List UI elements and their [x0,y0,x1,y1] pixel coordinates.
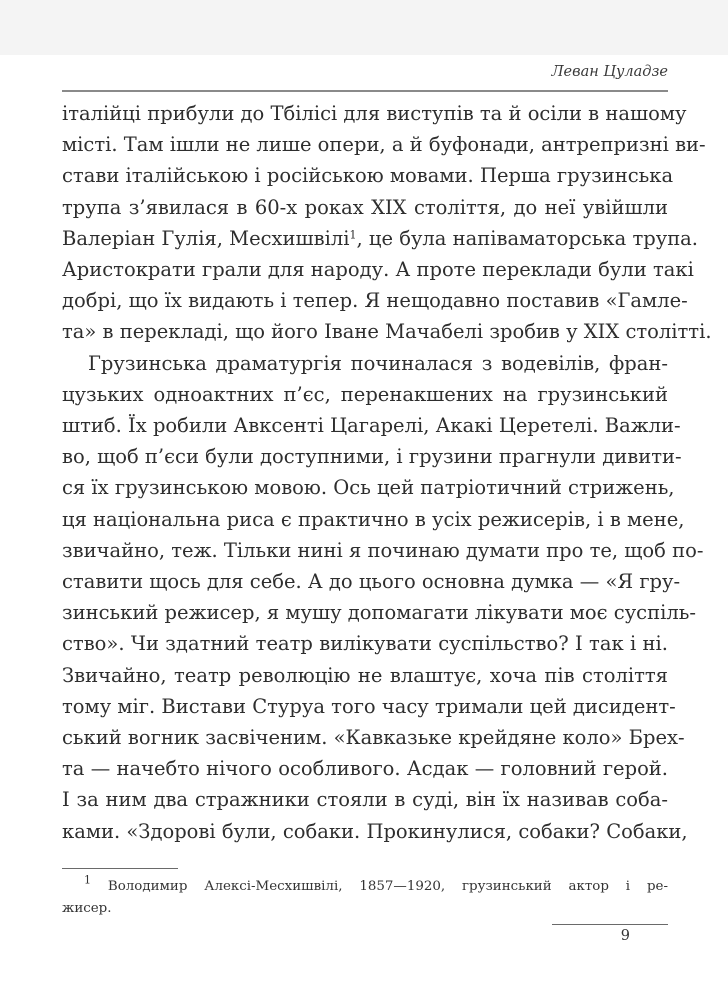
text-line: та» в перекладі, що його Іване Мачабелі зробив у XIX столітті. [62,320,712,344]
text-line: та — начебто нічого особливого. Асдак — головний герой. [62,757,668,781]
text-line: італійці прибули до Тбілісі для виступів та й осіли в нашому [62,102,687,125]
text-segment: , це була напіваматорська трупа. [356,226,699,250]
text-line: цузьких одноактних п’єс, перенакшених на грузинський [62,382,668,406]
footnote-line: жисер. [62,901,112,916]
text-line: ся їх грузинською мовою. Ось цей патріотичний стрижень, [62,476,675,500]
footnote [62,873,668,920]
footnote-line [62,873,668,898]
text-line: тому міг. Вистави Стуруа того часу тримали цей дисидент- [62,694,676,718]
text-line: ський вогник засвіченим. «Кавказьке крейдяне коло» Брех- [62,726,685,750]
text-line: во, щоб п’єси були доступними, і грузини прагнули дивити- [62,445,682,469]
text-line: Аристократи грали для народу. А проте переклади були такі [62,258,694,282]
footnote-number: 1 [84,873,91,887]
text-line: трупа з’явилася в 60-х роках XIX століття, до неї увійшли [62,195,668,219]
page-number: 9 [620,928,630,944]
text-line: ками. «Здорові були, собаки. Прокинулися, собаки? Собаки, [62,819,688,843]
text-line: ця національна риса є практично в усіх режисерів, і в мене, [62,507,685,531]
text-line: штиб. Їх робили Авксенті Цагарелі, Акакі Церетелі. Важли- [62,414,681,438]
main-text [62,98,712,847]
running-header: Леван Цуладзе [551,64,668,80]
text-segment: Валеріан Гулія, Месхишвілі [62,226,350,250]
top-band [0,0,728,55]
text-line: стави італійською і російською мовами. Перша грузинська [62,164,674,188]
text-line: І за ним два стражники стояли в суді, він їх називав соба- [62,788,668,812]
text-line: звичайно, теж. Тільки нині я починаю думати про те, щоб по- [62,538,704,562]
text-line: ставити щось для себе. А до цього основна думка — «Я гру- [62,570,681,594]
footer-rule [552,924,668,925]
text-line: Грузинська драматургія починалася з водевілів, фран- [88,351,668,375]
footnote-ref: 1 [349,228,357,242]
text-line: місті. Там ішли не лише опери, а й буфонади, антрепризні ви- [62,133,706,157]
text-line: зинський режисер, я мушу допомагати лікувати моє суспіль- [62,601,696,625]
text-line: Звичайно, театр революцію не влаштує, хоча пів століття [62,663,668,687]
footnote-text: Володимир Алексі-Месхишвілі, 1857—1920, грузинський актор і ре- [107,879,668,894]
footnote-rule [62,868,178,869]
header-rule [62,90,668,92]
text-line-with-footnote [62,223,699,254]
text-line: добрі, що їх видають і тепер. Я нещодавно поставив «Гамле- [62,289,688,313]
text-line: ство». Чи здатний театр вилікувати суспільство? І так і ні. [62,632,668,656]
